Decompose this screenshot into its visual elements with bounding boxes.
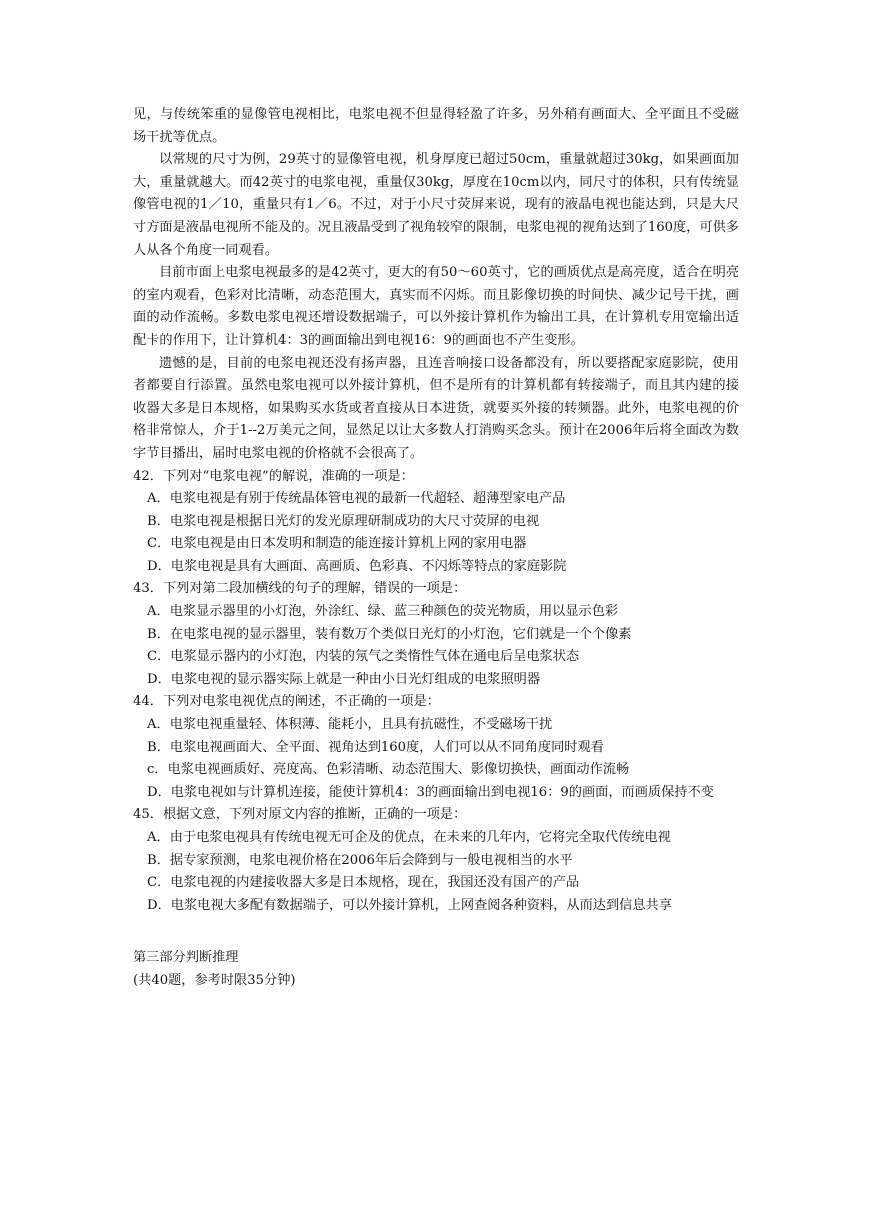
- option-a: A．电浆电视重量轻、体积薄、能耗小，且具有抗磁性，不受磁场干扰: [147, 717, 553, 733]
- question-42: [133, 466, 739, 579]
- option-c: c．电浆电视画质好、亮度高、色彩清晰、动态范围大、影像切换快，画面动作流畅: [147, 762, 630, 778]
- question-44: [133, 691, 739, 804]
- paragraph-2: 以常规的尺寸为例，29英寸的显像管电视，机身厚度已超过50cm，重量就超过30kg，如果画面加大，重量就越大。而42英寸的电浆电视，重量仅30kg，厚度在10cm以内，同尺寸的体积，只有传统显像管电视的1／10，重量只有1／6。不过，对于小尺寸荧屏来说，现有的液晶电视也能达到，只是大尺寸方面是液晶电视所不能及的。况且液晶受到了视角较窄的限制，电浆电视的视角达到了160度，可供多人从各个角度一同观看。: [133, 152, 739, 258]
- option-c: C．电浆显示器内的小灯泡，内装的氖气之类惰性气体在通电后呈电浆状态: [147, 649, 580, 665]
- question-stem: 43．下列对第二段加横线的句子的理解，错误的一项是：: [133, 581, 467, 597]
- paragraph-3: 目前市面上电浆电视最多的是42英寸，更大的有50～60英寸，它的画质优点是高亮度，适合在明亮的室内观看，色彩对比清晰，动态范围大，真实而不闪烁。而且影像切换的时间快、减少记号干扰，画面的动作流畅。多数电浆电视还增设数据端子，可以外接计算机作为输出工具，在计算机专用宽输出适配卡的作用下，让计算机4：3的画面输出到电视16：9的画面也不产生变形。: [133, 265, 739, 348]
- option-d: D．电浆电视如与计算机连接，能使计算机4：3的画面输出到电视16：9的画面，而画质保持不变: [147, 784, 714, 800]
- option-b: B．电浆电视是根据日光灯的发光原理研制成功的大尺寸荧屏的电视: [147, 513, 540, 529]
- option-a: A．电浆显示器里的小灯泡，外涂红、绿、蓝三种颜色的荧光物质，用以显示色彩: [147, 604, 619, 620]
- option-c: C．电浆电视是由日本发明和制造的能连接计算机上网的家用电器: [147, 536, 527, 552]
- question-43: [133, 578, 739, 691]
- section-gap: [133, 917, 739, 947]
- question-stem: 45．根据文意，下列对原文内容的推断，正确的一项是：: [133, 807, 467, 823]
- option-a: A．电浆电视是有别于传统晶体管电视的最新一代超轻、超薄型家电产品: [147, 491, 566, 507]
- option-d: D．电浆电视的显示器实际上就是一种由小日光灯组成的电浆照明器: [147, 671, 541, 687]
- question-stem: 44．下列对电浆电视优点的阐述，不正确的一项是：: [133, 694, 440, 710]
- option-b: B．据专家预测，电浆电视价格在2006年后会降到与一般电视相当的水平: [147, 852, 573, 868]
- question-45: [133, 804, 739, 917]
- option-d: D．电浆电视大多配有数据端子，可以外接计算机，上网查阅各种资料，从而达到信息共享: [147, 897, 672, 913]
- paragraph-4: 遗憾的是，目前的电浆电视还没有扬声器，且连音响接口设备都没有，所以要搭配家庭影院，使用者都要自行添置。虽然电浆电视可以外接计算机，但不是所有的计算机都有转接端子，而且其内建的接收器大多是日本规格，如果购买水货或者直接从日本进货，就要买外接的转频器。此外，电浆电视的价格非常惊人，介于1--2万美元之间，显然足以让大多数人打消购买念头。预计在2006年后将全面改为数字节目播出，届时电浆电视的价格就不会很高了。: [133, 355, 739, 461]
- paragraph-1: 见，与传统笨重的显像管电视相比，电浆电视不但显得轻盈了许多，另外稍有画面大、全平面且不受磁场干扰等优点。: [133, 107, 739, 145]
- question-stem: 42．下列对“电浆电视”的解说，准确的一项是：: [133, 468, 414, 484]
- option-c: C．电浆电视的内建接收器大多是日本规格，现在，我国还没有国产的产品: [147, 875, 580, 891]
- section-title: 第三部分判断推理: [133, 950, 239, 966]
- option-b: B．在电浆电视的显示器里，装有数万个类似日光灯的小灯泡，它们就是一个个像素: [147, 626, 632, 642]
- section-note: (共40题，参考时限35分钟): [133, 972, 296, 988]
- document-page: [133, 104, 739, 993]
- option-a: A．由于电浆电视具有传统电视无可企及的优点，在未来的几年内，它将完全取代传统电视: [147, 830, 671, 845]
- option-d: D．电浆电视是具有大画面、高画质、色彩真、不闪烁等特点的家庭影院: [147, 558, 567, 574]
- option-b: B．电浆电视画面大、全平面、视角达到160度，人们可以从不同角度同时观看: [147, 739, 604, 755]
